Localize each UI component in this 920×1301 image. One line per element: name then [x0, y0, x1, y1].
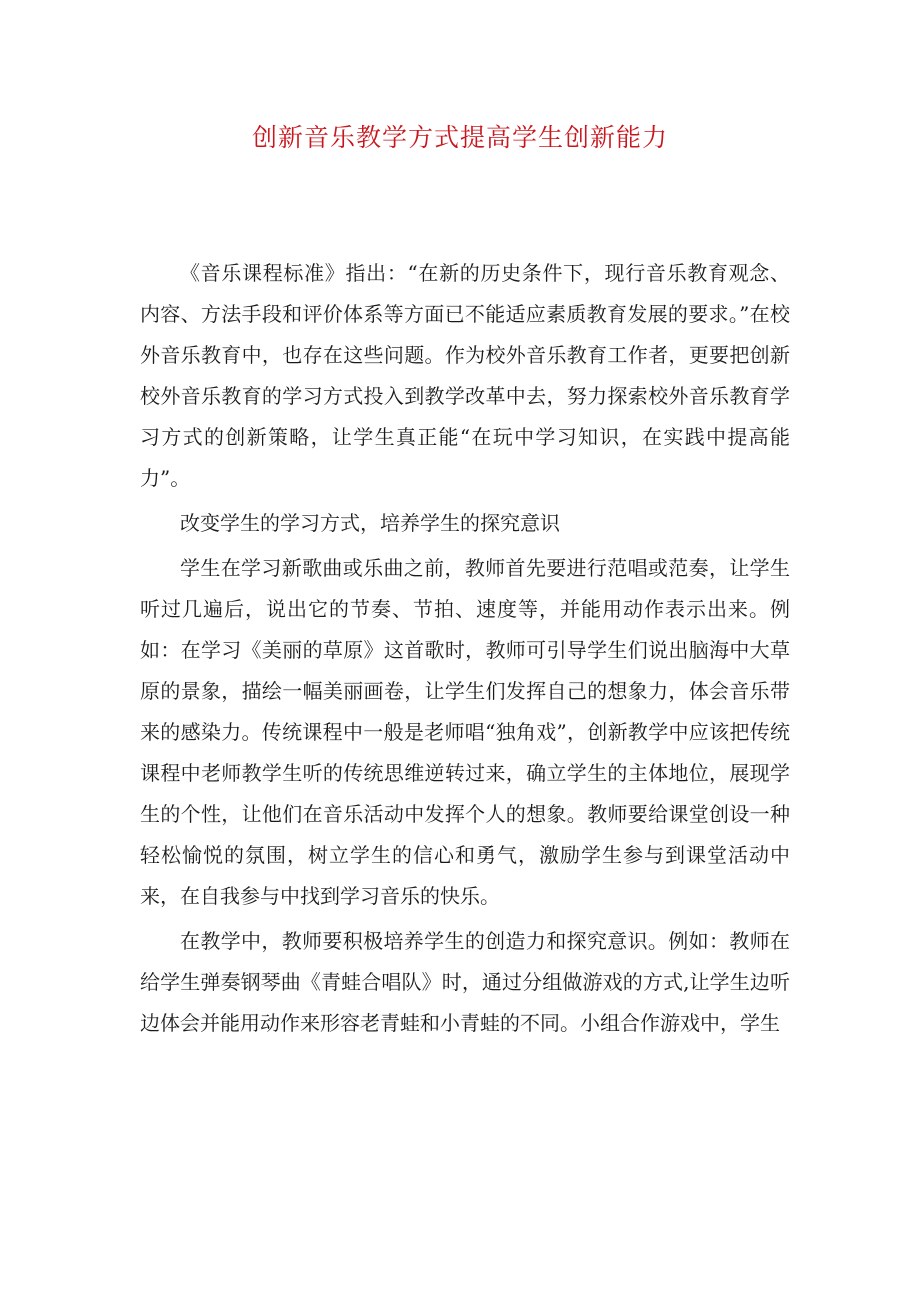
document-body: [140, 253, 790, 1048]
paragraph-creativity: 在教学中，教师要积极培养学生的创造力和探究意识。例如：教师在给学生弹奏钢琴曲《青蛙合唱队》时，通过分组做游戏的方式,让学生边听边体会并能用动作来形容老青蛙和小青蛙的不同。小组合作游戏中，学生: [140, 929, 790, 1035]
paragraph-intro: 《音乐课程标准》指出：“在新的历史条件下，现行音乐教育观念、内容、方法手段和评价体系等方面已不能适应素质教育发展的要求。”在校外音乐教育中，也存在这些问题。作为校外音乐教育工作者，更要把创新校外音乐教育的学习方式投入到教学改革中去，努力探索校外音乐教育学习方式的创新策略，让学生真正能“在玩中学习知识，在实践中提高能力”。: [140, 261, 790, 490]
paragraph-learning-method: 学生在学习新歌曲或乐曲之前，教师首先要进行范唱或范奏，让学生听过几遍后，说出它的节奏、节拍、速度等，并能用动作表示出来。例如：在学习《美丽的草原》这首歌时，教师可引导学生们说出脑海中大草原的景象，描绘一幅美丽画卷，让学生们发挥自己的想象力，体会音乐带来的感染力。传统课程中一般是老师唱“独角戏”，创新教学中应该把传统课程中老师教学生听的传统思维逆转过来，确立学生的主体地位，展现学生的个性，让他们在音乐活动中发挥个人的想象。教师要给课堂创设一种轻松愉悦的氛围，树立学生的信心和勇气，激励学生参与到课堂活动中来，在自我参与中找到学习音乐的快乐。: [140, 556, 790, 908]
document-title: 创新音乐教学方式提高学生创新能力: [251, 123, 668, 152]
section-heading: 改变学生的学习方式，培养学生的探究意识: [180, 511, 560, 535]
